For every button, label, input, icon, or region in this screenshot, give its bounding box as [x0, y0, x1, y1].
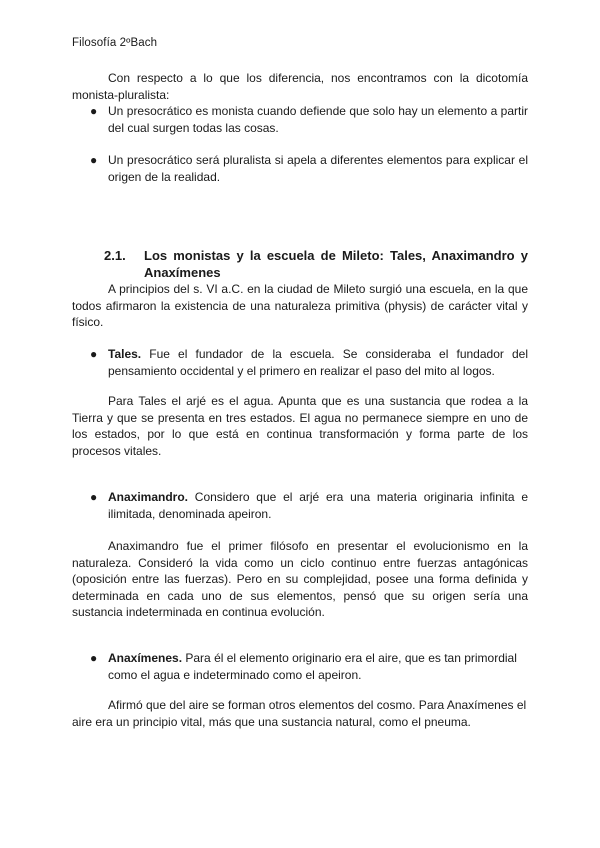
- section-title: Los monistas y la escuela de Mileto: Tales, Anaximandro y Anaxímenes: [144, 248, 528, 280]
- list-item: [90, 489, 528, 522]
- section-heading: [104, 247, 528, 281]
- bullet-icon: ●: [90, 651, 98, 665]
- anaximenes-text: Para él el elemento originario era el aire, que es tan primordial como el agua e indeterminado como el apeiron.: [108, 651, 517, 682]
- list-item: [90, 152, 528, 185]
- bullet-icon: ●: [90, 490, 98, 504]
- anaximandro-name: Anaximandro.: [108, 490, 189, 504]
- tales-text: Fue el fundador de la escuela. Se consideraba el fundador del pensamiento occidental y el primero en realizar el paso del mito al logos.: [108, 347, 528, 378]
- list-item: [90, 650, 528, 683]
- list-item: [90, 346, 528, 379]
- section-intro-paragraph: A principios del s. VI a.C. en la ciudad de Mileto surgió una escuela, en la que todos afirmaron la existencia de una naturaleza primitiva (physis) de carácter vital y físico.: [72, 282, 528, 329]
- bullet-icon: ●: [90, 104, 98, 118]
- section-number: 2.1.: [104, 248, 126, 263]
- tales-name: Tales.: [108, 347, 142, 361]
- bullet-icon: ●: [90, 347, 98, 361]
- anaximandro-text: Considero que el arjé era una materia originaria infinita e ilimitada, denominada apeiron.: [108, 490, 528, 521]
- bullet-text-pluralista: Un presocrático será pluralista si apela a diferentes elementos para explicar el origen de la realidad.: [108, 153, 528, 184]
- anaximandro-paragraph: Anaximandro fue el primer filósofo en presentar el evolucionismo en la naturaleza. Consideró la vida como un ciclo continuo entre fuerzas antagónicas (oposición entre las fuerzas). Pero en su complejidad, posee una forma definida y determinada en cada uno de sus elementos, pensó que su origen sería una sustancia indeterminada en continua evolución.: [72, 539, 528, 619]
- bullet-icon: ●: [90, 153, 98, 167]
- anaximenes-paragraph: Afirmó que del aire se forman otros elementos del cosmo. Para Anaxímenes el aire era un principio vital, más que una sustancia natural, como el pneuma.: [72, 698, 527, 729]
- page-header: Filosofía 2ºBach: [72, 37, 158, 49]
- intro-paragraph: Con respecto a lo que los diferencia, nos encontramos con la dicotomía monista-pluralista:: [72, 71, 528, 102]
- bullet-text-monista: Un presocrático es monista cuando defiende que solo hay un elemento a partir del cual surgen todas las cosas.: [108, 104, 528, 135]
- anaximenes-name: Anaxímenes.: [108, 651, 183, 665]
- tales-paragraph: Para Tales el arjé es el agua. Apunta que es una sustancia que rodea a la Tierra y que se presenta en tres estados. El agua no permanece siempre en uno de los estados, por lo que está en continua transformación y forma parte de los procesos vitales.: [72, 394, 528, 458]
- list-item: [90, 103, 528, 136]
